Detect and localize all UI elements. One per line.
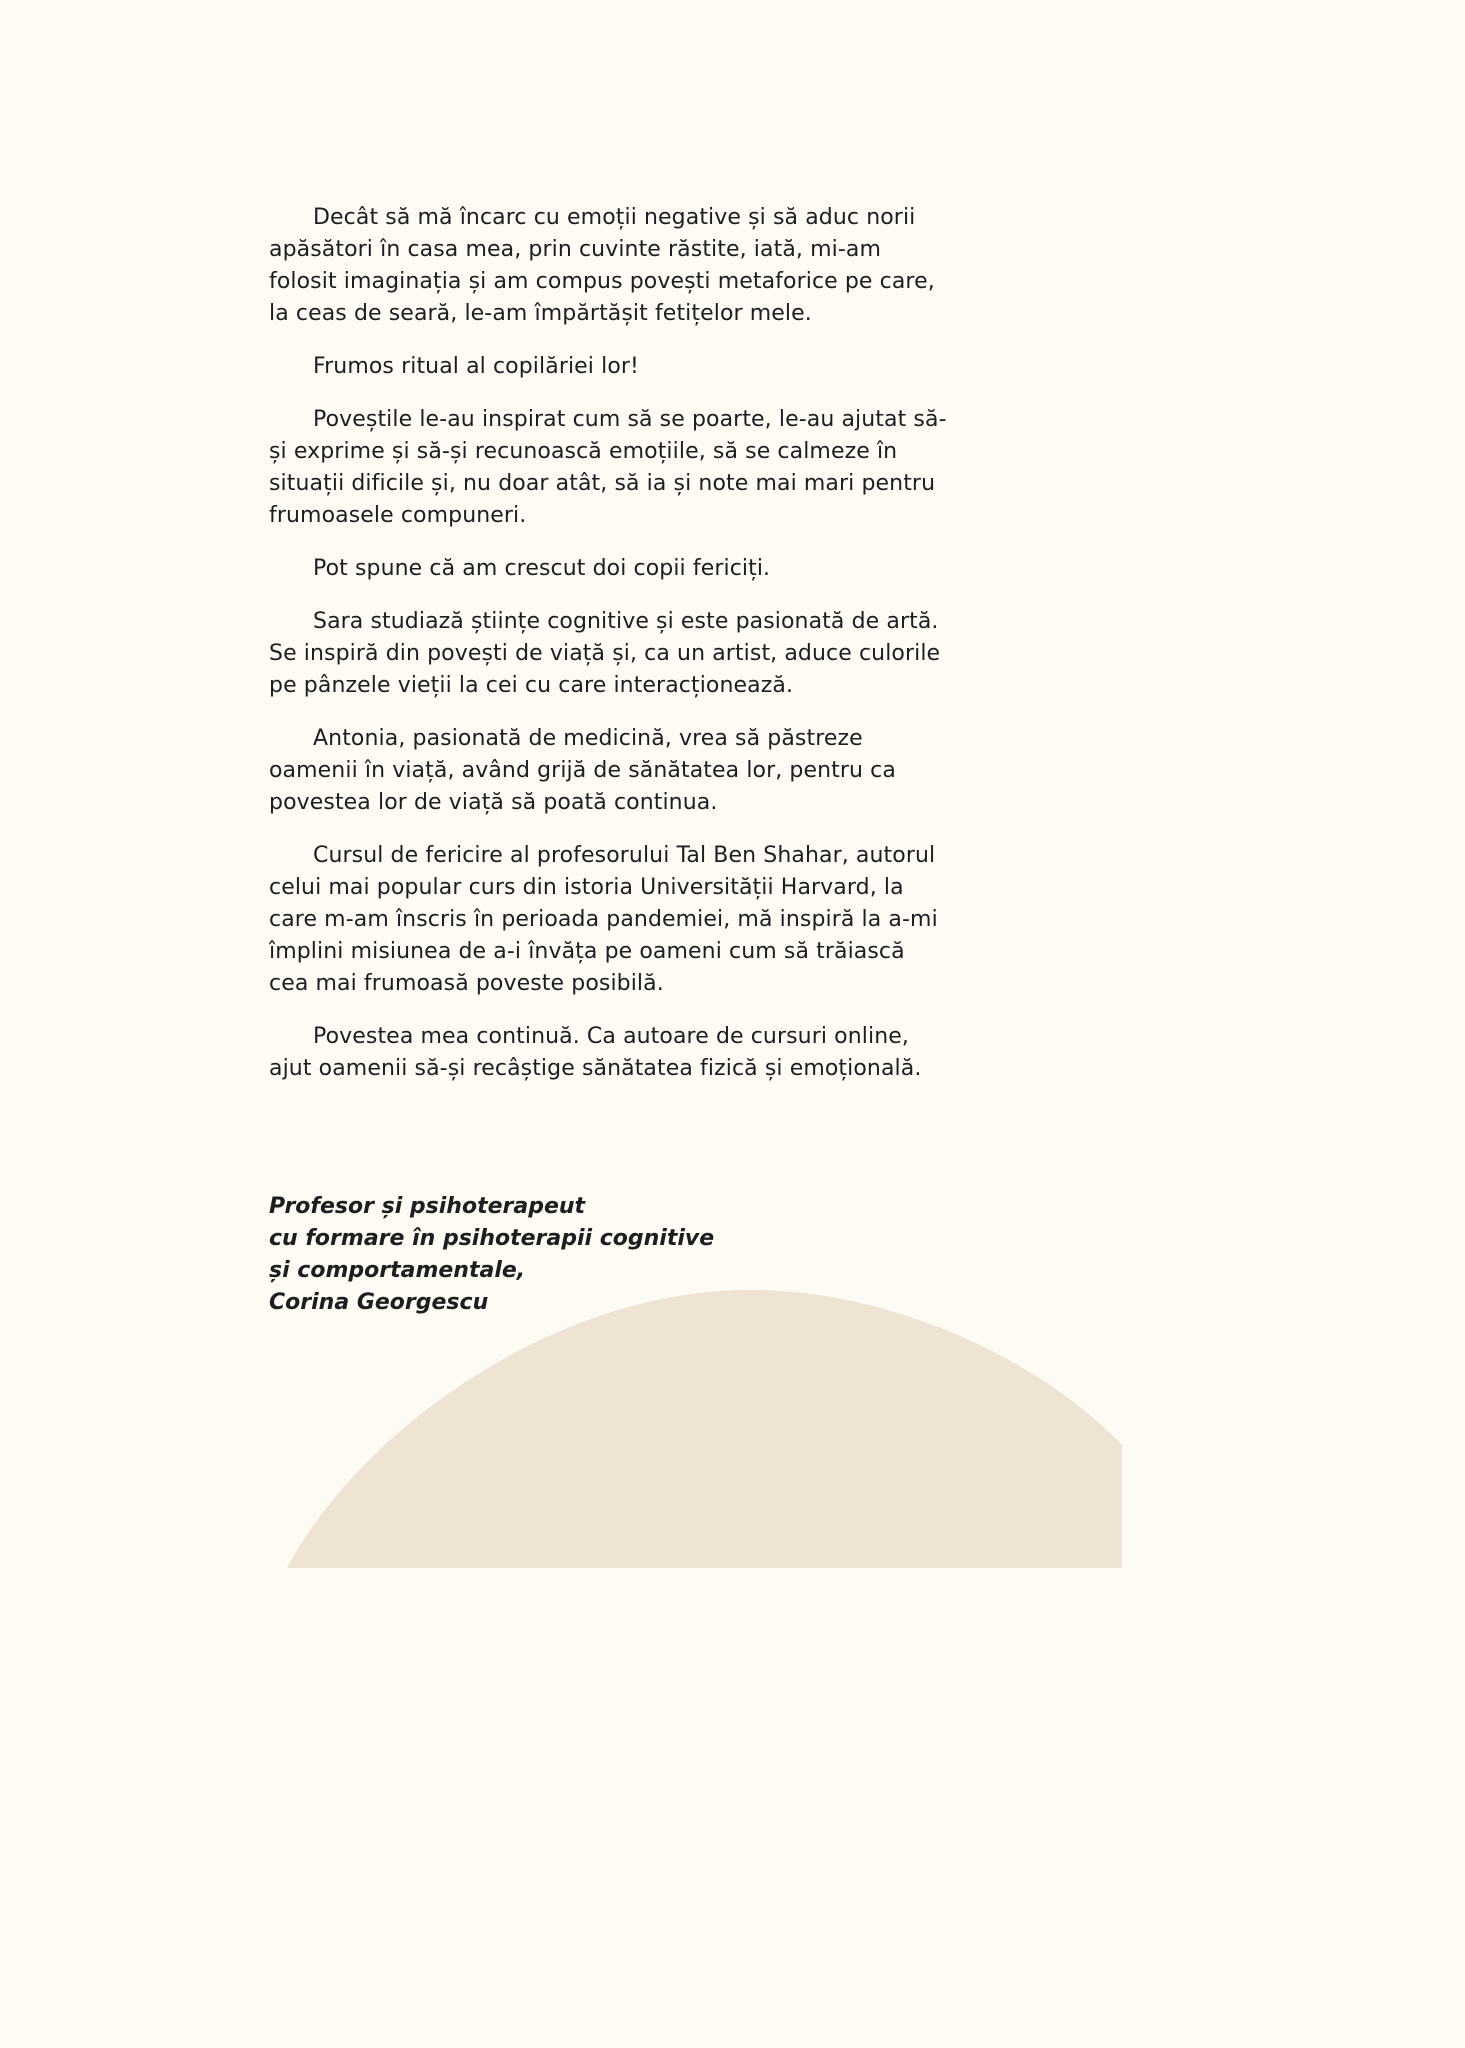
paragraph-6: Antonia, pasionată de medicină, vrea să păstreze oamenii în viață, având grijă de sănătatea lor, pentru ca povestea lor de viață să poată continua. <box>269 726 896 815</box>
paragraph-8: Povestea mea continuă. Ca autoare de cursuri online, ajut oamenii să-și recâștige sănătatea fizică și emoțională. <box>269 1024 922 1081</box>
paragraph-3: Poveștile le-au inspirat cum să se poarte, le-au ajutat să-și exprime și să-și recunoască emoțiile, să se calmeze în situații dificile și, nu doar atât, să ia și note mai mari pentru frumoasele compuneri. <box>269 407 947 528</box>
paragraph-1: Decât să mă încarc cu emoții negative și să aduc norii apăsători în casa mea, prin cuvinte răstite, iată, mi-am folosit imaginația și am compus povești metaforice pe care, la ceas de seară, le-am împărtășit fetițelor mele. <box>269 205 935 326</box>
paragraph-5: Sara studiază științe cognitive și este pasionată de artă. Se inspiră din povești de viață și, ca un artist, aduce culorile pe pânzele vieții la cei cu care interacționează. <box>269 609 941 698</box>
paragraph-7: Cursul de fericire al profesorului Tal Ben Shahar, autorul celui mai popular curs din istoria Universității Harvard, la care m-am înscris în perioada pandemiei, mă inspiră la a-mi împlini misiunea de a-i învăța pe oameni cum să trăiască cea mai frumoasă poveste posibilă. <box>269 843 938 996</box>
signature-title: Profesor și psihoterapeut <box>269 1194 586 1219</box>
signature-specialty: și comportamentale, <box>269 1258 526 1283</box>
author-signature <box>269 1191 869 1319</box>
body-text <box>269 202 949 1106</box>
decorative-curve <box>287 1290 1122 1568</box>
signature-training: cu formare în psihoterapii cognitive <box>269 1226 715 1251</box>
signature-author-name: Corina Georgescu <box>269 1290 489 1315</box>
paragraph-2: Frumos ritual al copilăriei lor! <box>313 354 639 379</box>
paragraph-4: Pot spune că am crescut doi copii fericiți. <box>313 556 771 581</box>
